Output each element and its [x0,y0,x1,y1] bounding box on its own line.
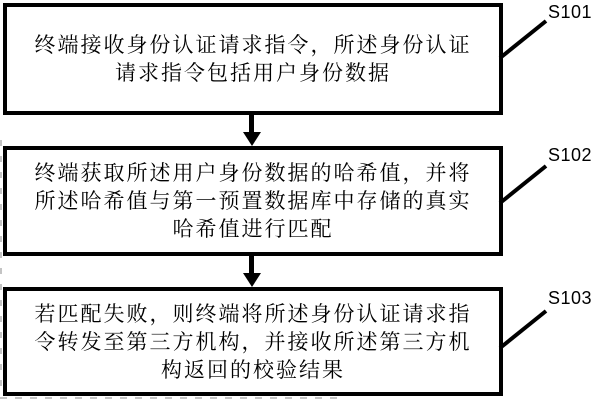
flow-arrow-stem-1 [249,113,254,133]
step-label-s102: S102 [548,145,593,165]
connector-line-s102 [500,166,546,203]
step-text-s102 [7,159,499,243]
step-label-s101: S101 [548,2,593,22]
step-text-line: 所述哈希值与第一预置数据库中存储的真实 [34,189,472,213]
connector-line-s103 [500,311,546,348]
flow-step-box-s103 [3,287,503,396]
flow-step-box-s102 [3,146,503,256]
scan-artifact [0,397,345,399]
step-text-line: 哈希值进行匹配 [172,217,334,241]
step-text-line: 若匹配失败，则终端将所述身份认证请求指 [34,301,472,326]
step-text-s103 [7,300,499,384]
step-text-s101 [7,31,499,87]
step-text-line: 终端获取所述用户身份数据的哈希值，并将 [34,161,472,185]
flow-arrow-head-2 [243,273,261,287]
step-text-line: 令转发至第三方机构，并接收所述第三方机 [34,329,472,354]
step-label-s103: S103 [548,288,593,308]
step-text-line: 终端接收身份认证请求指令，所述身份认证 [34,33,472,57]
flow-step-box-s101 [3,3,503,115]
scan-artifact [0,140,2,390]
flow-arrow-stem-2 [249,254,254,274]
connector-line-s101 [500,21,546,58]
step-text-line: 构返回的校验结果 [161,357,345,382]
step-text-line: 请求指令包括用户身份数据 [115,61,391,85]
flow-arrow-head-1 [243,132,261,146]
